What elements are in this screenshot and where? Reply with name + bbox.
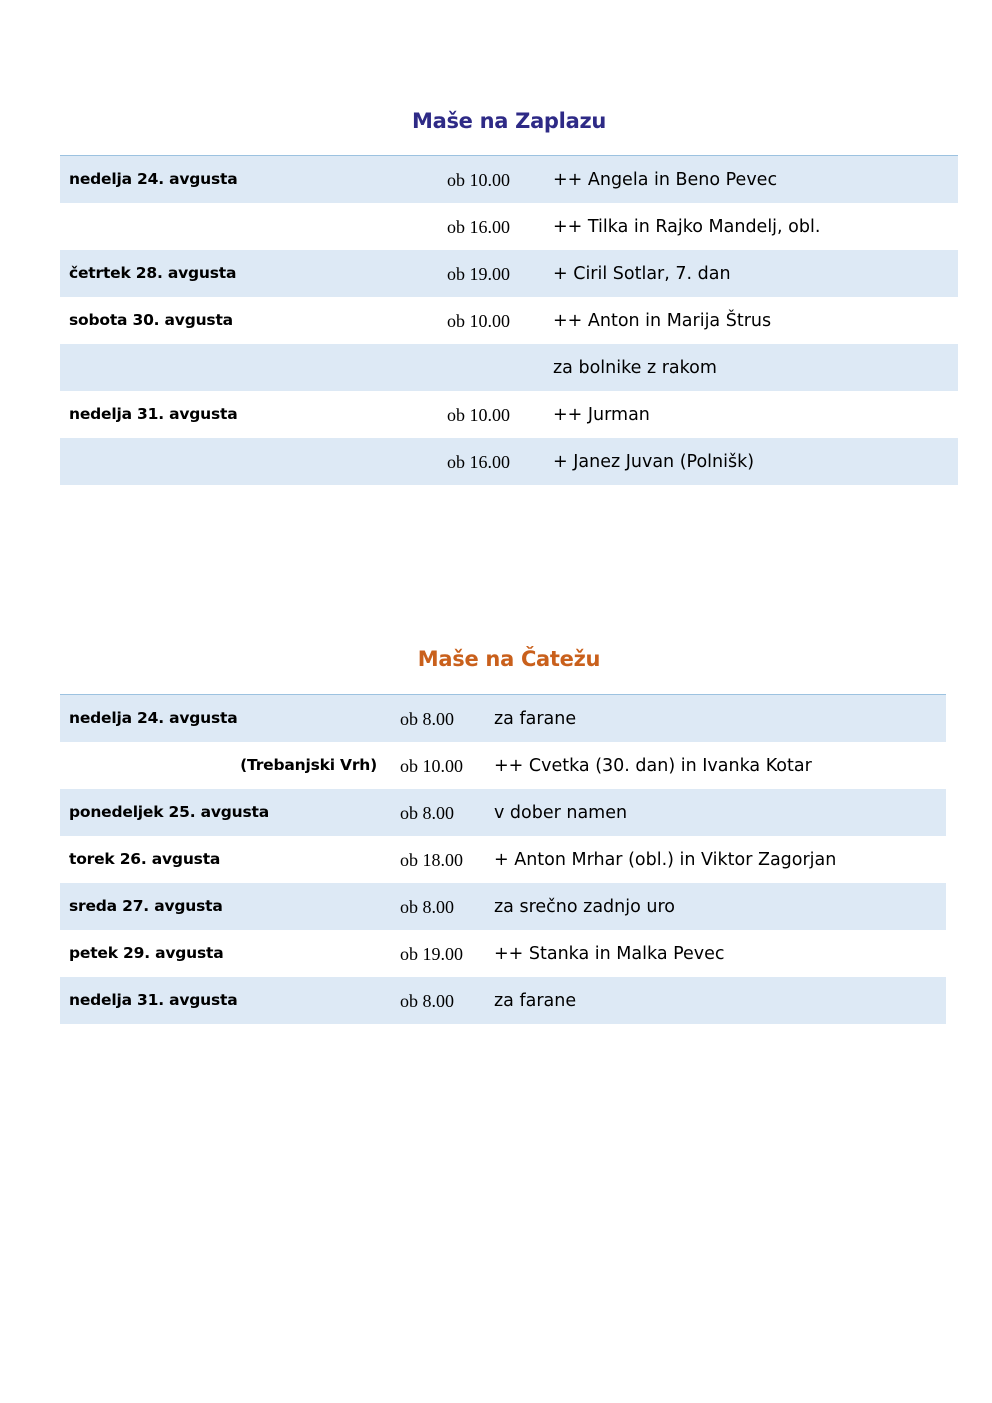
mass-intention: ++ Jurman [553,405,650,425]
table-row [60,250,958,297]
zaplaz-section-title: Maše na Zaplazu [411,109,607,133]
table-row [60,836,946,883]
table-row [60,695,946,742]
mass-day: nedelja 31. avgusta [69,991,238,1009]
mass-day: torek 26. avgusta [69,850,221,868]
mass-intention: za srečno zadnjo uro [494,897,675,917]
mass-time: ob 10.00 [447,311,510,331]
table-row [60,930,946,977]
mass-time: ob 16.00 [447,217,510,237]
table-row [60,156,958,203]
mass-time: ob 16.00 [447,452,510,472]
mass-time: ob 18.00 [400,850,463,870]
catez-section-title: Maše na Čatežu [417,647,601,671]
table-row [60,977,946,1024]
mass-day: ponedeljek 25. avgusta [69,803,269,821]
mass-intention: v dober namen [494,803,628,823]
mass-intention: + Ciril Sotlar, 7. dan [553,264,731,284]
mass-day: nedelja 24. avgusta [69,709,238,727]
mass-intention: ++ Tilka in Rajko Mandelj, obl. [553,217,821,237]
mass-intention: za farane [494,709,577,729]
mass-day: sreda 27. avgusta [69,897,223,915]
table-row [60,789,946,836]
mass-time: ob 10.00 [447,170,510,190]
zaplaz-mass-table [60,155,958,485]
mass-intention: + Anton Mrhar (obl.) in Viktor Zagorjan [494,850,837,870]
mass-intention: za farane [494,991,577,1011]
table-row [60,344,958,391]
mass-intention: ++ Angela in Beno Pevec [553,170,778,190]
table-row [60,297,958,344]
mass-day: petek 29. avgusta [69,944,224,962]
table-row [60,391,958,438]
mass-intention: ++ Cvetka (30. dan) in Ivanka Kotar [494,756,812,776]
mass-time: ob 10.00 [400,756,463,776]
table-row [60,883,946,930]
table-row [60,438,958,485]
table-row [60,742,946,789]
mass-time: ob 19.00 [400,944,463,964]
table-row [60,203,958,250]
mass-time: ob 8.00 [400,897,454,917]
mass-time: ob 10.00 [447,405,510,425]
mass-intention: ++ Anton in Marija Štrus [553,311,772,331]
mass-day: nedelja 24. avgusta [69,170,238,188]
mass-intention: za bolnike z rakom [553,358,717,378]
mass-time: ob 19.00 [447,264,510,284]
mass-time: ob 8.00 [400,991,454,1011]
catez-mass-table [60,694,946,1024]
mass-time: ob 8.00 [400,709,454,729]
mass-time: ob 8.00 [400,803,454,823]
mass-day: nedelja 31. avgusta [69,405,238,423]
mass-day: sobota 30. avgusta [69,311,233,329]
mass-intention: ++ Stanka in Malka Pevec [494,944,725,964]
mass-day: četrtek 28. avgusta [69,264,237,282]
mass-location: (Trebanjski Vrh) [240,756,377,774]
mass-intention: + Janez Juvan (Polnišk) [553,452,755,472]
